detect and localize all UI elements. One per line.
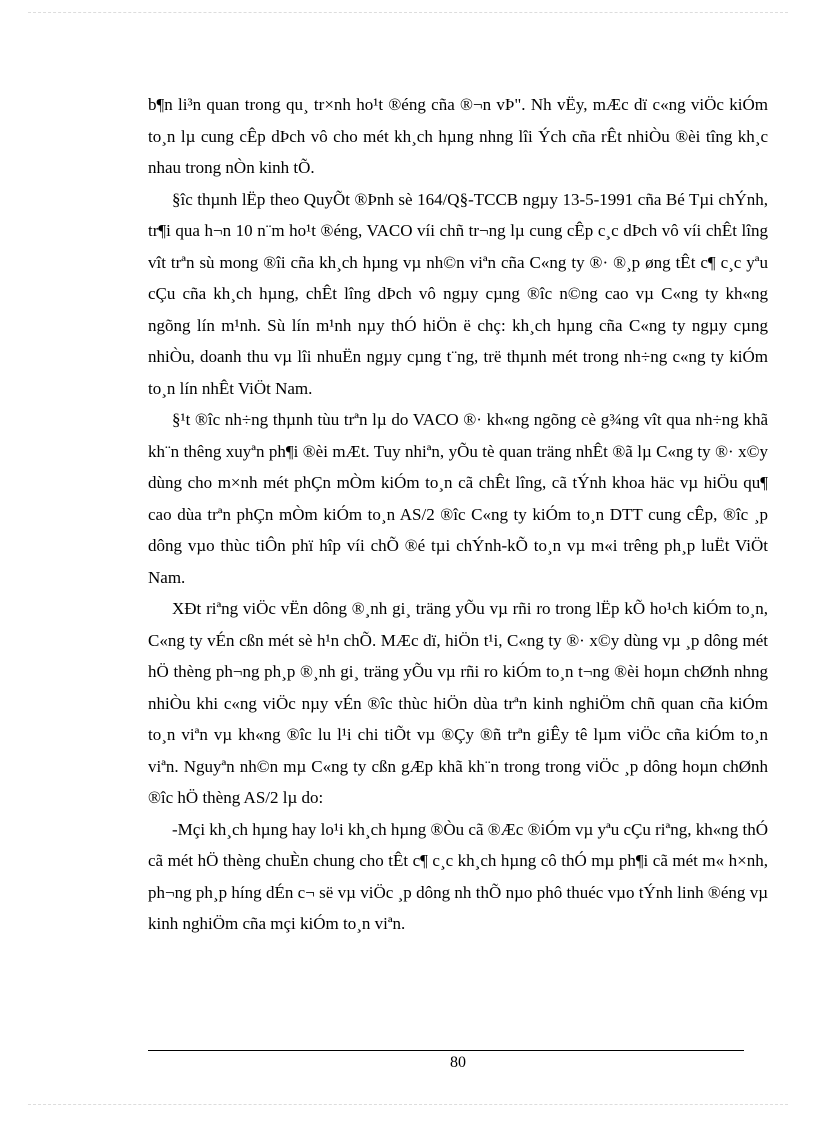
page-number: 80: [450, 1054, 466, 1071]
paragraph-1: b¶n li³n quan trong qu¸ tr×nh ho¹t ®éng cña ®¬n vÞ". Nh vËy, mÆc dï c«ng viÖc kiÓm to¸n lµ cung cÊp dÞch vô cho mét kh¸ch hµng nhng lîi Ých cña rÊt nhiÒu ®èi tîng kh¸c nhau trong nÒn kinh tÕ.: [148, 95, 768, 177]
footer-rule: [148, 1050, 744, 1051]
page-border-top: [28, 12, 788, 13]
paragraph-2: §îc thµnh lËp theo QuyÕt ®Þnh sè 164/Q§-TCCB ngµy 13-5-1991 cña Bé Tµi chÝnh, tr¶i qua h¬n 10 n¨m ho¹t ®éng, VACO víi chñ tr¬ng lµ cung cÊp c¸c dÞch vô víi chÊt lîng vît trªn sù mong ®îi cña kh¸ch hµng vµ nh©n viªn cña C«ng ty ®· ®¸p øng tÊt c¶ c¸c yªu cÇu cña kh¸ch hµng, chÊt lîng dÞch vô ngµy cµng ®îc n©ng cao vµ C«ng ty kh«ng ngõng lín m¹nh. Sù lín m¹nh nµy thÓ hiÖn ë chç: kh¸ch hµng cña C«ng ty ngµy cµng nhiÒu, doanh thu vµ lîi nhuËn ngµy cµng t¨ng, trë thµnh mét trong nh÷ng c«ng ty kiÓm to¸n lín nhÊt ViÖt Nam.: [148, 189, 768, 398]
paragraph-3: §¹t ®îc nh÷ng thµnh tùu trªn lµ do VACO ®· kh«ng ngõng cè g¾ng vît qua nh÷ng khã kh¨n thêng xuyªn ph¶i ®èi mÆt. Tuy nhiªn, yÕu tè quan träng nhÊt ®ã lµ C«ng ty ®· x©y dùng cho m×nh mét phÇn mÒm kiÓm to¸n cã chÊt lîng, cã tÝnh khoa häc vµ hiÖu qu¶ cao dùa trªn phÇn mÒm kiÓm to¸n AS/2 ®îc C«ng ty kiÓm to¸n DTT cung cÊp, ®îc ¸p dông vµo thùc tiÔn phï hîp víi chÕ ®é tµi chÝnh-kÕ to¸n vµ m«i trêng ph¸p luËt ViÖt Nam.: [148, 410, 768, 587]
paragraph-5: -Mçi kh¸ch hµng hay lo¹i kh¸ch hµng ®Òu cã ®Æc ®iÓm vµ yªu cÇu riªng, kh«ng thÓ cã mét hÖ thèng chuÈn chung cho tÊt c¶ c¸c kh¸ch hµng cô thÓ mµ ph¶i cã mét m« h×nh, ph¬ng ph¸p híng dÉn c¬ së vµ viÖc ¸p dông nh thÕ nµo phô thuéc vµo tÝnh linh ®éng vµ kinh nghiÖm cña mçi kiÓm to¸n viªn.: [148, 819, 768, 933]
body-text: [148, 89, 768, 940]
paragraph-4: XÐt riªng viÖc vËn dông ®¸nh gi¸ träng yÕu vµ rñi ro trong lËp kÕ ho¹ch kiÓm to¸n, C«ng ty vÉn cßn mét sè h¹n chÕ. MÆc dï, hiÖn t¹i, C«ng ty ®· x©y dùng vµ ¸p dông mét hÖ thèng ph¬ng ph¸p ®¸nh gi¸ träng yÕu vµ rñi ro kiÓm to¸n t¬ng ®èi hoµn chØnh nhng nhiÒu khi c«ng viÖc nµy vÉn ®îc thùc hiÖn dùa trªn kinh nghiÖm chñ quan cña kiÓm to¸n viªn vµ kh«ng ®îc lu l¹i chi tiÕt vµ ®Çy ®ñ trªn giÊy tê lµm viÖc cña kiÓm to¸n viªn. Nguyªn nh©n mµ C«ng ty cßn gÆp khã kh¨n trong trong viÖc ¸p dông hoµn chØnh ®îc hÖ thèng AS/2 lµ do:: [148, 599, 768, 807]
page-border-bottom: [28, 1104, 788, 1105]
